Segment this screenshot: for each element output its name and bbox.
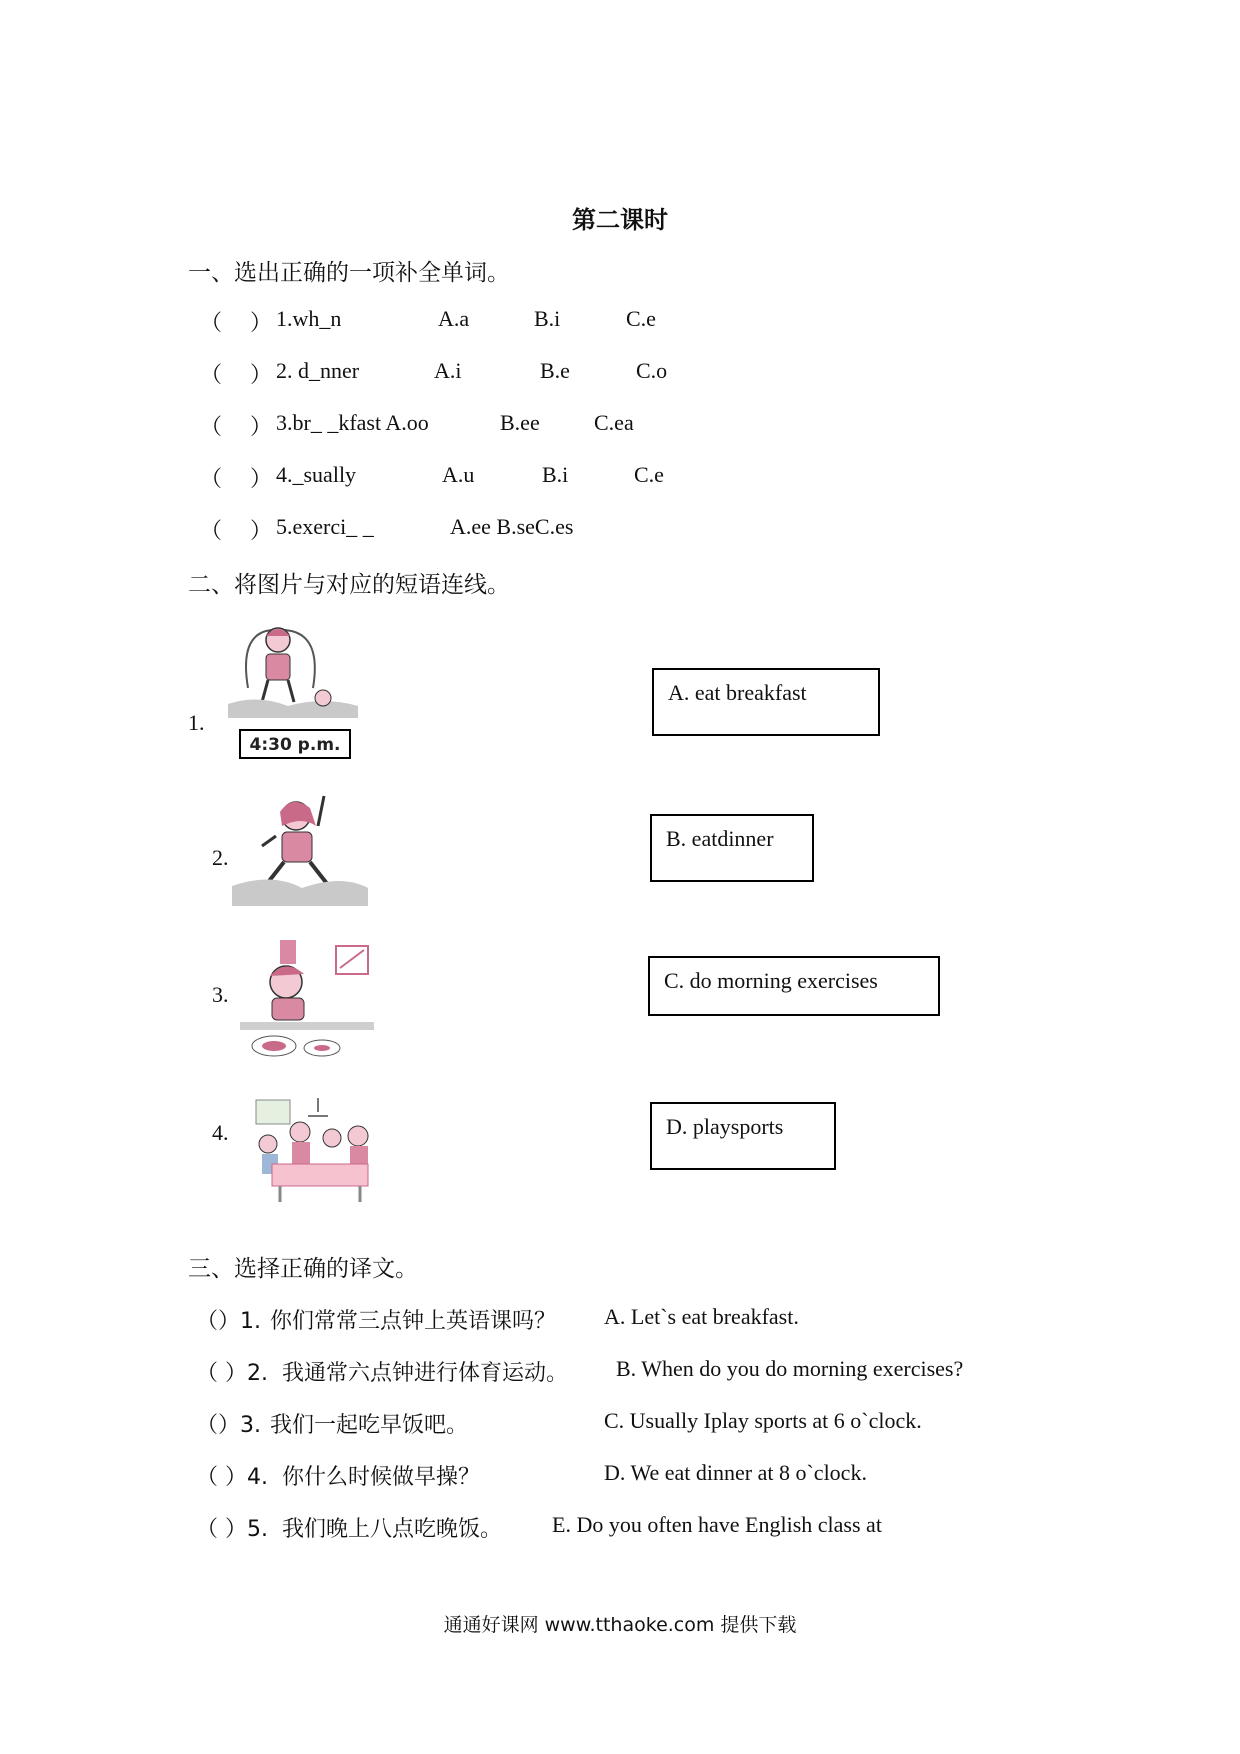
jump-rope-picture [228, 618, 358, 762]
section-2-heading: 二、将图片与对应的短语连线。 [188, 572, 510, 598]
s3-item-2: （ ）2. 我通常六点钟进行体育运动。 B. When do you do morning exercises? [196, 1356, 964, 1386]
picture-number-1: 1. [188, 710, 205, 735]
picture-number-2: 2. [212, 845, 229, 870]
picture-number-3: 3. [212, 982, 229, 1007]
section-3-heading: 三、选择正确的译文。 [188, 1256, 418, 1282]
s3-item-5: （ ）5. 我们晚上八点吃晚饭。 E. Do you often have English class at [196, 1512, 882, 1542]
s3-item-4: （ ）4. 你什么时候做早操？ D. We eat dinner at 8 o`clock. [196, 1460, 867, 1490]
breakfast-picture [240, 940, 374, 1070]
option-box-a: A. eat breakfast [652, 668, 880, 736]
option-box-c: C. do morning exercises [648, 956, 940, 1016]
s1-item-3: （ ） 3.br_ _kfast A.oo B.ee C.ea [200, 410, 634, 440]
page-title: 第二课时 [572, 206, 668, 234]
family-dinner-picture [248, 1098, 384, 1206]
s1-item-1: （ ） 1.wh_n A.a B.i C.e [200, 306, 656, 336]
option-box-d: D. playsports [650, 1102, 836, 1170]
s1-item-5: （ ） 5.exerci_ _ A.ee B.seC.es [200, 514, 574, 544]
s3-item-3: （）3. 我们一起吃早饭吧。 C. Usually Iplay sports at 6 o`clock. [196, 1408, 922, 1438]
s1-item-2: （ ） 2. d_nner A.i B.e C.o [200, 358, 668, 388]
picture-number-4: 4. [212, 1120, 229, 1145]
section-1-heading: 一、选出正确的一项补全单词。 [188, 260, 510, 286]
footer-download-note[interactable]: 通通好课网 www.tthaoke.com 提供下载 [443, 1614, 797, 1636]
option-box-b: B. eatdinner [650, 814, 814, 882]
s3-item-1: （）1. 你们常常三点钟上英语课吗？ A. Let`s eat breakfast. [196, 1304, 799, 1334]
exercise-picture [232, 786, 368, 910]
s1-item-4: （ ） 4._sually A.u B.i C.e [200, 462, 664, 492]
clock-label: 4:30 p.m. [249, 735, 341, 755]
